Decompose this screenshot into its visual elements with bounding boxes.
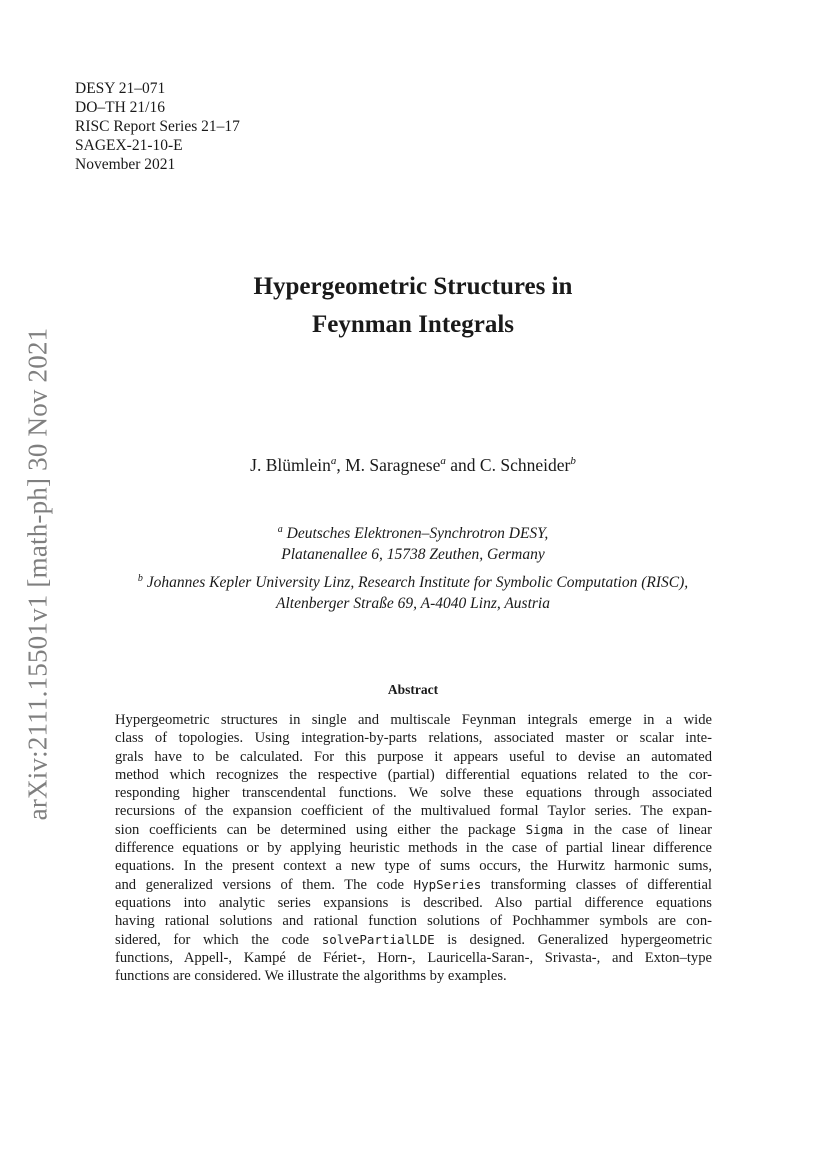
- author-list: [0, 455, 826, 476]
- abstract-text: in the case of linear: [563, 821, 712, 838]
- paper-title: [0, 268, 826, 344]
- author-affil-mark: a: [330, 455, 337, 468]
- report-number: RISC Report Series 21–17: [75, 118, 240, 135]
- affiliation-line: Johannes Kepler University Linz, Research Institute for Symbolic Computation (RISC),: [146, 574, 689, 592]
- abstract-line: difference equations or by applying heuristic methods in the case of partial linear difference: [115, 840, 712, 857]
- affiliation-a: [0, 519, 826, 565]
- abstract-line: recursions of the expansion coefficient of the multivalued formal Taylor series. The expan-: [115, 803, 712, 820]
- affiliation-b: [0, 568, 826, 614]
- abstract-line: Hypergeometric structures in single and multiscale Feynman integrals emerge in a wide: [115, 712, 712, 728]
- abstract-text: transforming classes of differential: [481, 876, 712, 893]
- abstract-line: having rational solutions and rational function solutions of Pochhammer symbols are con-: [115, 913, 712, 930]
- abstract-body: [115, 711, 712, 985]
- affiliation-mark: a: [277, 524, 283, 535]
- report-number: DO–TH 21/16: [75, 99, 165, 116]
- abstract-line: [115, 876, 712, 894]
- abstract-line: [115, 931, 712, 949]
- affiliation-line: Platanenallee 6, 15738 Zeuthen, Germany: [281, 546, 545, 564]
- report-numbers: [75, 79, 240, 174]
- abstract-line: class of topologies. Using integration-by-parts relations, associated master or scalar inte-: [115, 730, 712, 747]
- abstract-text: sion coefficients can be determined using either the package: [115, 821, 526, 838]
- abstract-text: and generalized versions of them. The code: [115, 876, 414, 893]
- abstract-line: [115, 821, 712, 839]
- abstract-line: equations. In the present context a new type of sums occurs, the Hurwitz harmonic sums,: [115, 858, 712, 875]
- report-number: DESY 21–071: [75, 80, 166, 97]
- author-separator: ,: [336, 455, 346, 475]
- code-name: Sigma: [525, 821, 564, 837]
- report-number: SAGEX-21-10-E: [75, 137, 183, 154]
- abstract-line: equations into analytic series expansions is described. Also partial difference equations: [115, 894, 712, 911]
- author-affil-mark: b: [570, 455, 576, 468]
- code-name: solvePartialLDE: [321, 931, 435, 947]
- author-name: M. Saragnese: [345, 455, 441, 475]
- affiliation-mark: b: [137, 573, 143, 584]
- author-name: J. Blümlein: [250, 455, 331, 475]
- abstract-text: sidered, for which the code: [115, 931, 322, 948]
- author-separator: and: [445, 455, 480, 475]
- abstract-line: functions are considered. We illustrate the algorithms by examples.: [115, 968, 507, 985]
- abstract-heading: Abstract: [387, 682, 439, 697]
- author-affil-mark: a: [440, 455, 446, 468]
- affiliation-line: Altenberger Straße 69, A-4040 Linz, Austria: [276, 595, 550, 613]
- affiliation-line: Deutsches Elektronen–Synchrotron DESY,: [286, 525, 549, 543]
- report-date: November 2021: [75, 156, 176, 173]
- code-name: HypSeries: [413, 876, 482, 892]
- abstract-text: is designed. Generalized hypergeometric: [434, 931, 713, 948]
- author-name: C. Schneider: [479, 455, 571, 475]
- arxiv-stamp: arXiv:2111.15501v1 [math-ph] 30 Nov 2021: [22, 327, 53, 821]
- abstract-line: responding higher transcendental functions. We solve these equations through associated: [115, 785, 712, 802]
- title-line: Hypergeometric Structures in: [253, 273, 573, 300]
- abstract-line: method which recognizes the respective (partial) differential equations related to the cor-: [115, 766, 712, 783]
- abstract-line: functions, Appell-, Kampé de Fériet-, Horn-, Lauricella-Saran-, Srivasta-, and Exton–type: [115, 949, 712, 966]
- abstract-line: grals have to be calculated. For this purpose it appears useful to devise an automated: [115, 748, 712, 765]
- title-line: Feynman Integrals: [311, 311, 515, 338]
